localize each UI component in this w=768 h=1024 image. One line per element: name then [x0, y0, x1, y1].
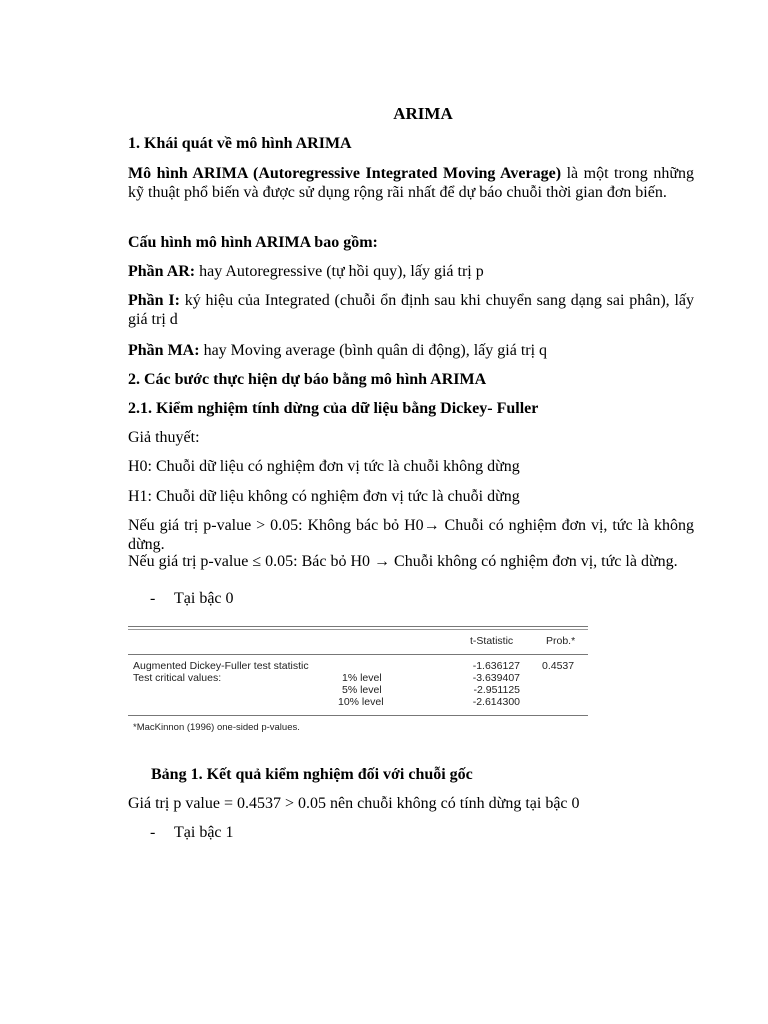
hypothesis-h0: H0: Chuỗi dữ liệu có nghiệm đơn vị tức là chuỗi không dừng [128, 458, 520, 475]
level-10-label: 10% level [338, 696, 384, 708]
adf-t-value: -1.636127 [472, 660, 520, 672]
ma-component: Phần MA: hay Moving average (bình quân di động), lấy giá trị q [128, 342, 548, 359]
level-5-value: -2.951125 [473, 684, 520, 696]
level-5-label: 5% level [342, 684, 382, 696]
level-10-value: -2.614300 [472, 696, 520, 708]
rule-not-reject: Nếu giá trị p-value > 0.05: Không bác bỏ H0→ Chuỗi có nghiệm đơn vị, tức là không dừng. [128, 517, 694, 553]
adf-statistic-label: Augmented Dickey-Fuller test statistic [133, 660, 309, 672]
adf-prob-value: 0.4537 [542, 660, 575, 672]
page-title: ARIMA [393, 104, 453, 123]
critical-values-label: Test critical values: [133, 672, 222, 684]
table-footnote: *MacKinnon (1996) one-sided p-values. [133, 722, 300, 733]
rule-reject: Nếu giá trị p-value ≤ 0.05: Bác bỏ H0 → Chuỗi không có nghiệm đơn vị, tức là dừng. [128, 553, 678, 570]
config-heading: Cấu hình mô hình ARIMA bao gồm: [128, 234, 378, 251]
intro-paragraph: Mô hình ARIMA (Autoregressive Integrated Moving Average) là một trong những kỹ thuật phổ biến và được sử dụng rộng rãi nhất để dự báo chuỗi thời gian đơn biến. [128, 165, 694, 201]
level-1-value: -3.639407 [472, 672, 520, 684]
hypothesis-h1: H1: Chuỗi dữ liệu không có nghiệm đơn vị tức là chuỗi dừng [128, 488, 520, 505]
column-header-t-statistic: t-Statistic [470, 635, 514, 647]
result-sentence: Giá trị p value = 0.4537 > 0.05 nên chuỗi không có tính dừng tại bậc 0 [128, 795, 580, 812]
section-1-heading: 1. Khái quát về mô hình ARIMA [128, 135, 352, 152]
list-item-lag-1: - Tại bậc 1 [150, 824, 234, 841]
i-component: Phần I: ký hiệu của Integrated (chuỗi ổn định sau khi chuyển sang dạng sai phân), lấy giá trị d [128, 292, 695, 328]
level-1-label: 1% level [342, 672, 382, 684]
column-header-prob: Prob.* [546, 635, 576, 647]
section-2-heading: 2. Các bước thực hiện dự báo bằng mô hình ARIMA [128, 371, 487, 388]
adf-test-table [128, 624, 588, 736]
hypothesis-label: Giả thuyết: [128, 429, 200, 446]
ar-component: Phần AR: hay Autoregressive (tự hồi quy), lấy giá trị p [128, 263, 484, 280]
list-item-lag-0: - Tại bậc 0 [150, 590, 234, 607]
section-2-1-heading: 2.1. Kiểm nghiệm tính dừng của dữ liệu bằng Dickey- Fuller [128, 400, 539, 417]
table-caption: Bảng 1. Kết quả kiểm nghiệm đối với chuỗi gốc [151, 766, 473, 783]
